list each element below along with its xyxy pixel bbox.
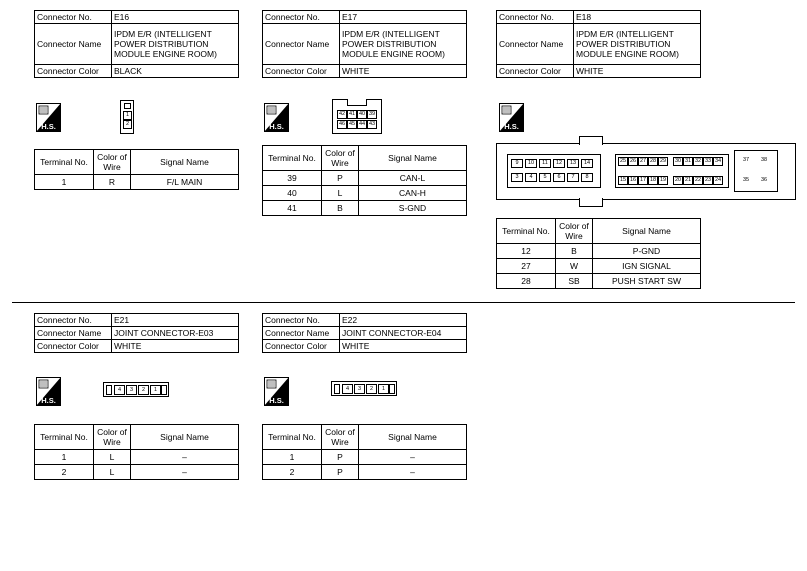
hs-label: H.S. xyxy=(269,396,284,405)
pin: 27 xyxy=(639,158,647,164)
connector-color-label: Connector Color xyxy=(35,65,112,78)
pin: 12 xyxy=(553,159,565,168)
table-row xyxy=(35,465,239,480)
pin: 1 xyxy=(123,111,132,120)
connector-info-table xyxy=(496,10,701,78)
table-row xyxy=(263,450,467,465)
connector-name-label: Connector Name xyxy=(263,327,340,340)
hs-label: H.S. xyxy=(41,396,56,405)
signal-cell: – xyxy=(359,465,467,480)
pin: 15 xyxy=(619,177,627,183)
terminal-table xyxy=(34,424,239,480)
terminal-no-header: Terminal No. xyxy=(497,219,556,244)
pin: 13 xyxy=(567,159,579,168)
signal-name-header: Signal Name xyxy=(359,425,467,450)
pin: 36 xyxy=(758,175,770,185)
signal-cell: S-GND xyxy=(359,201,467,216)
signal-cell: F/L MAIN xyxy=(131,175,239,190)
terminal-cell: 2 xyxy=(35,465,94,480)
connector-color-label: Connector Color xyxy=(35,340,112,353)
pin: 26 xyxy=(629,158,637,164)
pin: 2 xyxy=(123,120,132,129)
connector-name-value: IPDM E/R (INTELLIGENT POWER DISTRIBUTION MODULE ENGINE ROOM) xyxy=(112,24,239,65)
terminal-no-header: Terminal No. xyxy=(35,425,94,450)
connector-no-value: E16 xyxy=(112,11,239,24)
connector-info-table xyxy=(34,313,239,353)
connector-no-label: Connector No. xyxy=(35,11,112,24)
connector-name-value: IPDM E/R (INTELLIGENT POWER DISTRIBUTION MODULE ENGINE ROOM) xyxy=(574,24,701,65)
pin: 3 xyxy=(126,385,137,395)
hs-label: H.S. xyxy=(269,122,284,131)
pin: 6 xyxy=(553,173,565,182)
pin: 46 xyxy=(338,121,346,127)
pin: 1 xyxy=(378,384,389,394)
pin: 20 xyxy=(674,177,682,183)
terminal-cell: 40 xyxy=(263,186,322,201)
terminal-no-header: Terminal No. xyxy=(35,150,94,175)
pin: 2 xyxy=(138,385,149,395)
harness-side-icon xyxy=(36,377,61,406)
terminal-table xyxy=(262,424,467,480)
terminal-no-header: Terminal No. xyxy=(263,425,322,450)
wire-color-header: Color of Wire xyxy=(556,219,593,244)
signal-cell: – xyxy=(131,450,239,465)
pin: 8 xyxy=(581,173,593,182)
table-row xyxy=(497,259,701,274)
pin: 11 xyxy=(539,159,551,168)
pin: 10 xyxy=(525,159,537,168)
pin: 7 xyxy=(567,173,579,182)
signal-cell: – xyxy=(131,465,239,480)
table-row xyxy=(497,244,701,259)
connector-name-value: JOINT CONNECTOR-E03 xyxy=(112,327,239,340)
wire-color-header: Color of Wire xyxy=(322,146,359,171)
wire-cell: R xyxy=(94,175,131,190)
harness-side-icon xyxy=(499,103,524,132)
wire-cell: L xyxy=(94,450,131,465)
connector-name-value: JOINT CONNECTOR-E04 xyxy=(340,327,467,340)
pin: 21 xyxy=(684,177,692,183)
table-row xyxy=(263,201,467,216)
connector-block-e16 xyxy=(34,10,239,78)
wire-color-header: Color of Wire xyxy=(94,150,131,175)
connector-name-label: Connector Name xyxy=(35,327,112,340)
signal-cell: IGN SIGNAL xyxy=(593,259,701,274)
pin: 3 xyxy=(354,384,365,394)
connector-color-value: BLACK xyxy=(112,65,239,78)
terminal-cell: 2 xyxy=(263,465,322,480)
wire-cell: P xyxy=(322,450,359,465)
connector-color-label: Connector Color xyxy=(263,65,340,78)
hs-label: H.S. xyxy=(41,122,56,131)
pin: 28 xyxy=(649,158,657,164)
signal-cell: CAN-H xyxy=(359,186,467,201)
terminal-table xyxy=(34,149,239,190)
table-row xyxy=(263,171,467,186)
connector-color-value: WHITE xyxy=(340,65,467,78)
table-row xyxy=(497,274,701,289)
connector-no-label: Connector No. xyxy=(263,314,340,327)
connector-face-e21 xyxy=(103,382,169,397)
pin: 30 xyxy=(674,158,682,164)
pin: 23 xyxy=(704,177,712,183)
pin: 38 xyxy=(758,155,770,165)
connector-name-value: IPDM E/R (INTELLIGENT POWER DISTRIBUTION MODULE ENGINE ROOM) xyxy=(340,24,467,65)
terminal-cell: 39 xyxy=(263,171,322,186)
connector-info-table xyxy=(34,10,239,78)
pin: 33 xyxy=(704,158,712,164)
wire-color-header: Color of Wire xyxy=(94,425,131,450)
pin: 4 xyxy=(114,385,125,395)
harness-side-icon xyxy=(36,103,61,132)
wire-cell: SB xyxy=(556,274,593,289)
pin: 4 xyxy=(525,173,537,182)
pin: 1 xyxy=(150,385,161,395)
connector-face-e17 xyxy=(332,99,382,134)
pin: 3 xyxy=(511,173,523,182)
wire-cell: B xyxy=(322,201,359,216)
connector-no-value: E17 xyxy=(340,11,467,24)
pin: 32 xyxy=(694,158,702,164)
wire-cell: P xyxy=(322,465,359,480)
pin: 2 xyxy=(366,384,377,394)
connector-block-e22 xyxy=(262,313,467,353)
pin: 34 xyxy=(714,158,722,164)
connector-color-value: WHITE xyxy=(574,65,701,78)
terminal-cell: 1 xyxy=(35,175,94,190)
harness-side-icon xyxy=(264,103,289,132)
signal-name-header: Signal Name xyxy=(131,425,239,450)
signal-cell: – xyxy=(359,450,467,465)
pin: 29 xyxy=(659,158,667,164)
terminal-cell: 41 xyxy=(263,201,322,216)
pin: 16 xyxy=(629,177,637,183)
connector-color-label: Connector Color xyxy=(263,340,340,353)
wire-cell: L xyxy=(94,465,131,480)
connector-no-label: Connector No. xyxy=(497,11,574,24)
wire-cell: B xyxy=(556,244,593,259)
pin: 5 xyxy=(539,173,551,182)
connector-block-e17 xyxy=(262,10,467,78)
signal-cell: P-GND xyxy=(593,244,701,259)
pin: 18 xyxy=(649,177,657,183)
signal-name-header: Signal Name xyxy=(131,150,239,175)
terminal-table xyxy=(496,218,701,289)
wire-cell: P xyxy=(322,171,359,186)
connector-info-table xyxy=(262,10,467,78)
connector-info-table xyxy=(262,313,467,353)
table-row xyxy=(263,465,467,480)
connector-no-label: Connector No. xyxy=(35,314,112,327)
terminal-cell: 27 xyxy=(497,259,556,274)
signal-cell: PUSH START SW xyxy=(593,274,701,289)
pin: 17 xyxy=(639,177,647,183)
pin: 25 xyxy=(619,158,627,164)
terminal-no-header: Terminal No. xyxy=(263,146,322,171)
pin: 14 xyxy=(581,159,593,168)
connector-no-value: E18 xyxy=(574,11,701,24)
connector-color-value: WHITE xyxy=(112,340,239,353)
connector-name-label: Connector Name xyxy=(497,24,574,65)
signal-name-header: Signal Name xyxy=(593,219,701,244)
harness-side-icon xyxy=(264,377,289,406)
connector-color-label: Connector Color xyxy=(497,65,574,78)
pin: 35 xyxy=(740,175,752,185)
pin: 45 xyxy=(348,121,356,127)
terminal-cell: 28 xyxy=(497,274,556,289)
connector-no-value: E21 xyxy=(112,314,239,327)
pin: 40 xyxy=(358,111,366,117)
wire-color-header: Color of Wire xyxy=(322,425,359,450)
wire-cell: L xyxy=(322,186,359,201)
connector-name-label: Connector Name xyxy=(35,24,112,65)
pin: 43 xyxy=(368,121,376,127)
pin: 4 xyxy=(342,384,353,394)
signal-name-header: Signal Name xyxy=(359,146,467,171)
pin: 19 xyxy=(659,177,667,183)
pin: 42 xyxy=(338,111,346,117)
connector-no-label: Connector No. xyxy=(263,11,340,24)
section-divider xyxy=(12,302,795,303)
terminal-cell: 1 xyxy=(35,450,94,465)
table-row xyxy=(35,450,239,465)
terminal-cell: 1 xyxy=(263,450,322,465)
pin: 39 xyxy=(368,111,376,117)
pin: 31 xyxy=(684,158,692,164)
pin: 22 xyxy=(694,177,702,183)
connector-block-e21 xyxy=(34,313,239,353)
connector-name-label: Connector Name xyxy=(263,24,340,65)
connector-no-value: E22 xyxy=(340,314,467,327)
signal-cell: CAN-L xyxy=(359,171,467,186)
pin: 24 xyxy=(714,177,722,183)
connector-face-e18 xyxy=(496,143,796,200)
connector-face-e16 xyxy=(120,100,134,134)
terminal-table xyxy=(262,145,467,216)
pin: 44 xyxy=(358,121,366,127)
pin: 9 xyxy=(511,159,523,168)
wire-cell: W xyxy=(556,259,593,274)
pin: 41 xyxy=(348,111,356,117)
table-row xyxy=(35,175,239,190)
connector-face-e22 xyxy=(331,381,397,396)
table-row xyxy=(263,186,467,201)
pin: 37 xyxy=(740,155,752,165)
terminal-cell: 12 xyxy=(497,244,556,259)
connector-color-value: WHITE xyxy=(340,340,467,353)
connector-block-e18 xyxy=(496,10,701,78)
hs-label: H.S. xyxy=(504,122,519,131)
